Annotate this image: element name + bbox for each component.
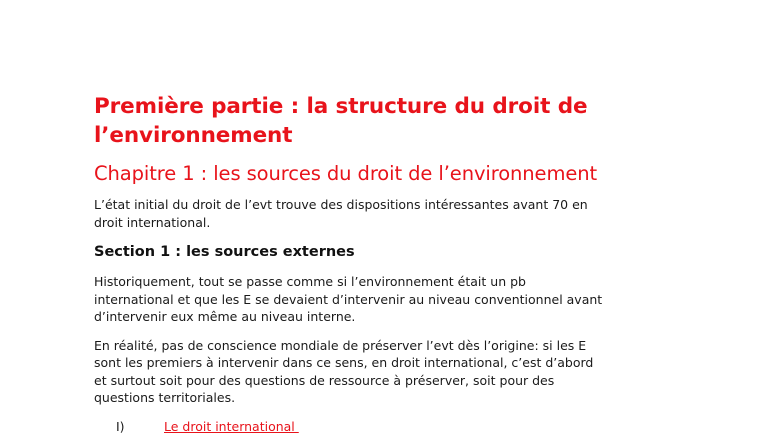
- international-law-link[interactable]: Le droit international: [164, 418, 299, 434]
- part-title-line-2: l’environnement: [94, 123, 293, 148]
- reality-line-4: questions territoriales.: [94, 390, 236, 405]
- part-title: [94, 92, 734, 150]
- history-line-2: international et que les E se devaient d’intervenir au niveau conventionnel avant: [94, 291, 603, 307]
- reality-line-1: En réalité, pas de conscience mondiale de préserver l’evt dès l’origine: si les E: [94, 337, 587, 353]
- reality-line-2: sont les premiers à intervenir dans ce sens, en droit international, c’est d’abord: [94, 355, 594, 370]
- chapter-title: Chapitre 1 : les sources du droit de l’environnement: [94, 162, 598, 185]
- intro-paragraph: [94, 196, 734, 231]
- history-paragraph: [94, 273, 734, 326]
- reality-line-3: et surtout soit pour des questions de ressource à préserver, soit pour des: [94, 372, 555, 388]
- reality-paragraph: [94, 337, 734, 407]
- outline-item-number: I): [116, 418, 125, 434]
- outline-item-international-law: [94, 418, 734, 436]
- document-page: [94, 92, 734, 436]
- part-title-line-1: Première partie : la structure du droit de: [94, 94, 588, 119]
- section-title: Section 1 : les sources externes: [94, 244, 355, 260]
- intro-line-2: droit international.: [94, 214, 211, 230]
- history-line-1: Historiquement, tout se passe comme si l’environnement était un pb: [94, 274, 526, 289]
- history-line-3: d’intervenir eux même au niveau interne.: [94, 309, 356, 324]
- intro-line-1: L’état initial du droit de l’evt trouve des dispositions intéressantes avant 70 en: [94, 197, 588, 212]
